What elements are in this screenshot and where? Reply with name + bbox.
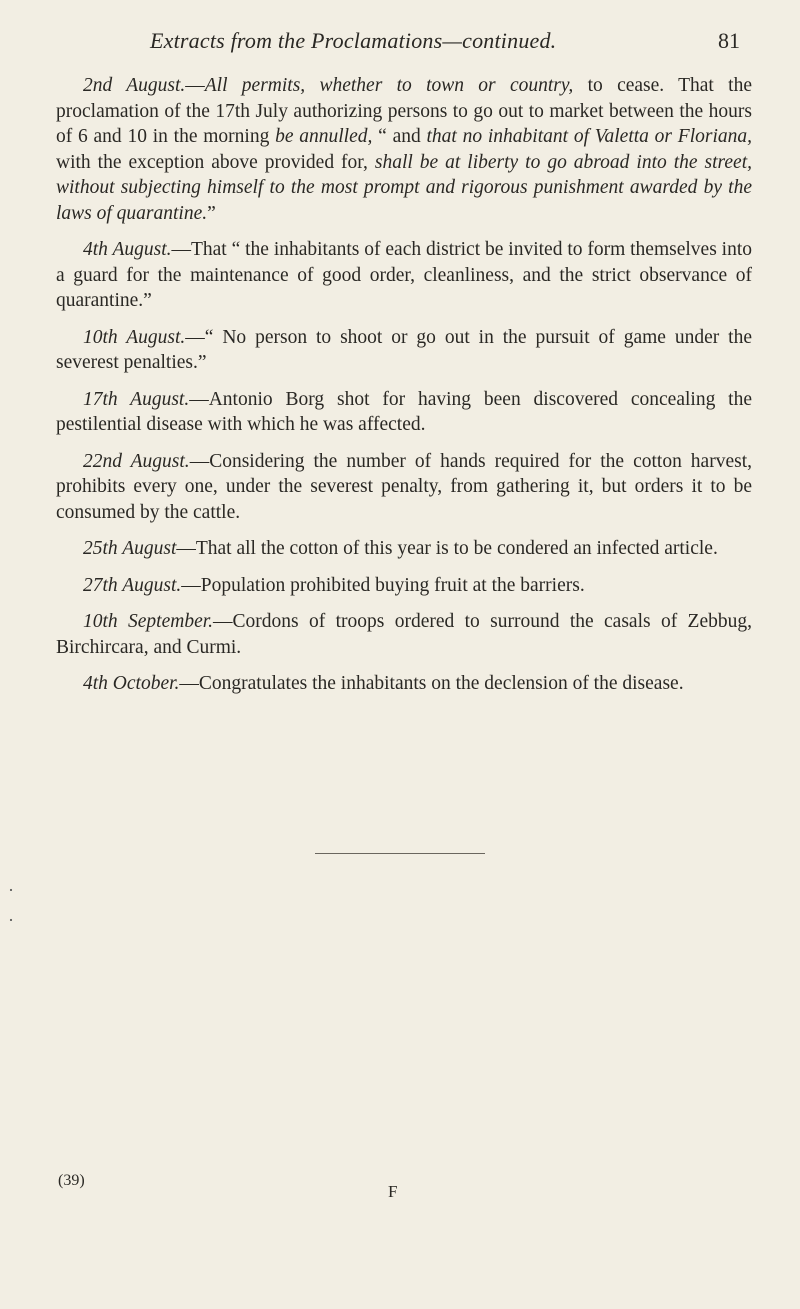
- entry-text-italic: that no inhabitant of Valetta or Floriana,: [426, 126, 753, 147]
- entry-text: “ and: [372, 126, 427, 147]
- entry-text-italic: All permits, whether to town or country,: [204, 75, 574, 96]
- entry-text: ”: [207, 202, 216, 224]
- entry-text: to cease. That the proclamation of the 17th July authorizing persons to go out to market between the hours of 6 and 10 in the morning: [56, 75, 752, 147]
- entry-date: 17th August.: [83, 388, 190, 410]
- entry-text: —: [185, 75, 205, 96]
- proclamation-entry: [56, 536, 752, 562]
- margin-blemish: · ·: [8, 880, 14, 930]
- entry-text: —“ No person to shoot or go out in the pursuit of game under the severest penalties.”: [56, 326, 752, 373]
- proclamation-entry: [56, 387, 752, 438]
- entry-date: 4th October.: [83, 673, 180, 694]
- signature-letter: F: [388, 1182, 398, 1201]
- entry-text-italic: shall be at liberty to go abroad into the street, without subjecting himself to the most prompt and rigorous punishment awarded by the laws of quarantine.: [56, 151, 752, 224]
- entry-date: 22nd August.: [83, 450, 190, 472]
- entry-text: —That “ the inhabitants of each district be invited to form themselves into a guard for the maintenance of good order, cleanliness, and the strict observance of quarantine.”: [56, 239, 752, 311]
- entry-date: 2nd August.: [83, 75, 186, 96]
- page-number: 81: [718, 28, 740, 53]
- entry-date: 27th August.: [83, 574, 182, 596]
- proclamation-entry: [56, 237, 752, 314]
- proclamation-entry: [56, 325, 752, 376]
- entry-text: —Considering the number of hands required for the cotton harvest, prohibits every one, under the severest penalty, from gathering it, but orders it to be consumed by the cattle.: [56, 450, 752, 523]
- entry-text: —Cordons of troops ordered to surround the casals of Zebbug, Birchircara, and Curmi.: [56, 611, 752, 658]
- entry-date: 4th August.: [83, 239, 172, 260]
- entry-text: —Congratulates the inhabitants on the declension of the disease.: [179, 673, 684, 694]
- proclamation-entry: [56, 573, 752, 599]
- section-rule: [315, 853, 485, 854]
- proclamation-entry: [56, 73, 752, 226]
- entry-text: —Antonio Borg shot for having been discovered concealing the pestilential disease with which he was affected.: [56, 388, 753, 435]
- signature-mark: (39): [58, 1172, 85, 1189]
- proclamation-entry: [56, 449, 752, 526]
- entry-date: 25th August: [83, 538, 177, 559]
- entry-text: with the exception above provided for,: [56, 151, 375, 173]
- entry-text: —Population prohibited buying fruit at the barriers.: [181, 574, 585, 596]
- entry-text-italic: be annulled,: [275, 126, 373, 147]
- running-title: Extracts from the Proclamations—continued.: [150, 28, 557, 53]
- entry-date: 10th August.: [83, 326, 186, 348]
- proclamation-entry: [56, 671, 752, 697]
- proclamation-extracts: [56, 73, 752, 708]
- proclamation-entry: [56, 609, 752, 660]
- entry-text: —That all the cotton of this year is to be condered an infected article.: [176, 538, 718, 559]
- running-head: [150, 28, 740, 58]
- entry-date: 10th September.: [83, 611, 214, 632]
